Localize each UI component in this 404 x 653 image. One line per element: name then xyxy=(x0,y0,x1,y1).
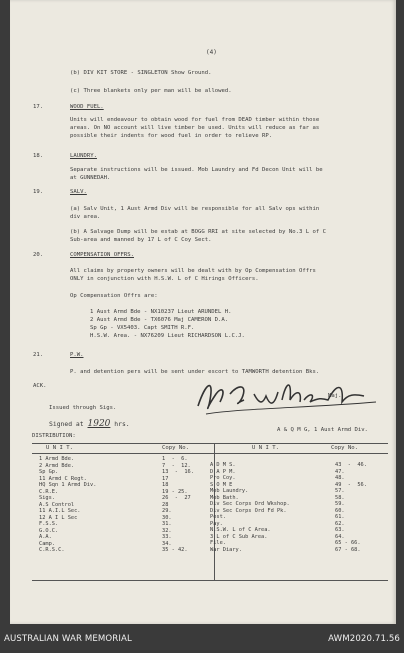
text-line-issued: Issued through Sigs. xyxy=(49,405,117,411)
text-line-s20-r2: 2 Aust Armd Bde - TX6076 Maj CAMERON D.A. xyxy=(90,317,229,323)
header-copy-left: Copy No. xyxy=(162,445,189,451)
text-line-s20-num: 20. xyxy=(33,252,44,258)
text-line-h19: SALV. xyxy=(70,189,87,195)
text-line-s17-body1: Units will endeavour to obtain wood for fuel from DEAD timber within those xyxy=(70,117,320,123)
text-line-s21-num: 21. xyxy=(33,352,44,358)
table-top-rule xyxy=(32,443,388,444)
signature xyxy=(186,372,386,420)
signed-time: 1920 xyxy=(87,419,111,429)
text-line-s20-body1: All claims by property owners will be dealt with by Op Compensation Offrs xyxy=(70,268,316,274)
table-bottom-rule xyxy=(32,580,388,581)
text-line-s19-b2: Sub-area and manned by 17 L of C Coy Sect. xyxy=(70,237,212,243)
text-line-h17: WOOD FUEL. xyxy=(70,104,104,110)
text-line-h20: COMPENSATION OFFRS. xyxy=(70,252,134,258)
text-line-s20-r1: 1 Aust Armd Bde - NX10237 Lieut ARUNDEL H. xyxy=(90,309,232,315)
footer-accession: AWM2020.71.56 xyxy=(328,634,400,644)
distribution-title: DISTRIBUTION: xyxy=(32,433,76,439)
text-line-b-kit: (b) DIV KIT STORE - SINGLETON Show Ground. xyxy=(70,70,212,76)
footer-bar xyxy=(0,624,404,653)
text-line-s20-r3: Sp Gp - VX5403. Capt SMITH R.F. xyxy=(90,325,195,331)
header-unit-right: U N I T. xyxy=(252,445,279,451)
text-line-c-blankets: (c) Three blankets only per man will be allowed. xyxy=(70,88,232,94)
signed-prefix: Signed at xyxy=(49,420,84,428)
text-line-s19-num: 19. xyxy=(33,189,44,195)
right-units-column: A D M S. D A P M. Pro Coy. S O M E Mob Laundry. Mob Bath. Div Sec Corps Ord Wkshop. Div Sec Corps Ord Fd Pk. Post. Pay. N.S.W. L of C Area. 3 L of C Sub Area. File. War Diary. xyxy=(210,462,290,553)
text-line-s18-body2: at GUNNEDAH. xyxy=(70,175,111,181)
text-line-s18-num: 18. xyxy=(33,153,44,159)
page-number: (4) xyxy=(206,49,217,56)
text-line-s19-a1: (a) Salv Unit, 1 Aust Armd Div will be responsible for all Salv ops within xyxy=(70,206,320,212)
text-line-s17-body2: areas. On NO account will live timber be used. Units will reduce as far as xyxy=(70,125,320,131)
signed-suffix: hrs. xyxy=(114,420,130,428)
right-copies-column: 43 - 46. 47. 48. 49 - 56. 57. 58. 59. 60. 61. 62. 63. 64. 65 - 66. 67 - 68. xyxy=(335,462,367,553)
text-line-h18: LAUNDRY. xyxy=(70,153,97,159)
text-line-s20-body3: Op Compensation Offrs are: xyxy=(70,293,158,299)
text-line-ack: ACK. xyxy=(33,383,47,389)
left-copies-column: 1 - 6. 7 - 12. 13 - 16. 17 18 19 - 25. 26 - 27 28 29. 30. 31. 32. 33. 34. 35 - 42. xyxy=(162,456,194,553)
table-header-rule xyxy=(32,453,388,454)
text-line-s19-a2: div area. xyxy=(70,214,101,220)
left-units-column: 1 Armd Bde. 2 Armd Bde. Sp Gp. 11 Armd C Regt. HQ Sqn 1 Armd Div. C.R.E. Sigs. A.S Control 11 A.I.L Sec. 12 A I L Sec F.S.S. G.O.C. A.A. Camp. C.R.S.C. xyxy=(39,456,97,553)
header-unit-left: U N I T. xyxy=(46,445,73,451)
text-line-s17-body3: possible their indents for wood fuel in order to relieve RP. xyxy=(70,133,273,139)
text-line-s19-b1: (b) A Salvage Dump will be estab at BOGG RRI at site selected by No.3 L of C xyxy=(70,229,326,235)
signed-at xyxy=(49,421,130,428)
text-line-aqmg: A & Q M G, 1 Aust Armd Div. xyxy=(277,427,368,433)
text-line-s21-body: P. and detention pers will be sent under escort to TAMWORTH detention Bks. xyxy=(70,369,320,375)
text-line-s18-body1: Separate instructions will be issued. Mob Laundry and Fd Decon Unit will be xyxy=(70,167,323,173)
text-line-s17-num: 17. xyxy=(33,104,44,110)
footer-source: AUSTRALIAN WAR MEMORIAL xyxy=(4,634,132,644)
text-line-h21: P.W. xyxy=(70,352,84,358)
text-line-maj: Maj. xyxy=(328,393,342,399)
header-copy-right: Copy No. xyxy=(331,445,358,451)
text-line-s20-body2: ONLY in conjunction with H.S.W. L of C Hirings Officers. xyxy=(70,276,259,282)
document-page xyxy=(10,0,396,624)
text-line-s20-r4: H.S.W. Area. - NX76209 Lieut RICHARDSON L.C.J. xyxy=(90,333,245,339)
